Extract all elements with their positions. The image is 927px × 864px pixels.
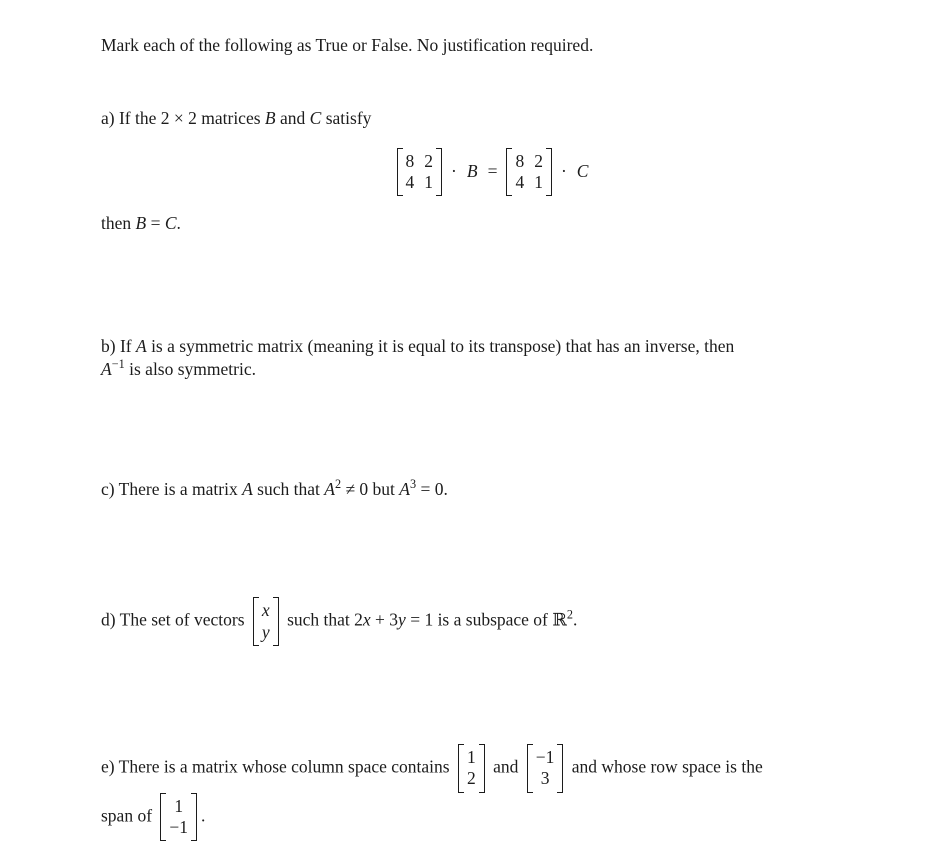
math-var-C: C xyxy=(576,161,589,182)
question-c-text xyxy=(101,478,885,501)
text-run: and xyxy=(488,756,523,777)
math-var-B: B xyxy=(264,107,276,128)
text-run: + 3 xyxy=(370,609,399,630)
math-var-C: C xyxy=(309,107,322,128)
text-run: = 1 is a subspace of xyxy=(405,609,553,630)
text-run: satisfy xyxy=(321,107,372,128)
question-a-equation xyxy=(101,148,885,197)
matrix-coefficient-left xyxy=(397,148,443,197)
matrix-cell: −1 xyxy=(535,746,555,767)
matrix-grid xyxy=(169,796,188,839)
math-var-A: A xyxy=(399,479,410,500)
text-run: and whose row space is the xyxy=(567,756,763,777)
matrix-cell: 1 xyxy=(424,171,434,192)
text-run: b) If xyxy=(101,335,136,356)
math-var-C: C xyxy=(164,213,177,234)
matrix-coefficient-right xyxy=(506,148,552,197)
matrix-cell: 8 xyxy=(515,150,525,171)
matrix-cell: 2 xyxy=(534,150,543,171)
math-var-y: y xyxy=(398,609,406,630)
text-run: span of xyxy=(101,804,157,825)
matrix-cell: 3 xyxy=(540,768,550,789)
vector-1-2 xyxy=(458,744,485,793)
vector-xy xyxy=(253,597,279,646)
math-var-A: A xyxy=(101,358,112,379)
text-run: c) There is a matrix xyxy=(101,479,243,500)
text-run: ≠ 0 but xyxy=(341,479,400,500)
matrix-grid xyxy=(406,151,434,194)
multiplication-dot: · xyxy=(451,161,457,182)
math-var-A: A xyxy=(324,479,335,500)
exponent-superscript: 2 xyxy=(566,607,573,622)
math-var-B: B xyxy=(466,161,478,182)
matrix-cell: 2 xyxy=(466,768,476,789)
text-run: = 0. xyxy=(416,479,448,500)
multiplication-dot: · xyxy=(560,161,567,182)
instructions-text xyxy=(101,34,885,57)
matrix-cell: x xyxy=(261,600,270,621)
matrix-grid xyxy=(262,600,270,643)
inverse-superscript: −1 xyxy=(111,356,125,371)
matrix-cell: 2 xyxy=(424,150,434,171)
real-numbers-symbol: ℝ xyxy=(552,609,567,630)
matrix-grid xyxy=(467,747,476,790)
text-run: such that 2 xyxy=(282,609,363,630)
equals-sign: = xyxy=(487,161,498,182)
math-var-B: B xyxy=(135,213,147,234)
equals-run: = xyxy=(146,213,165,234)
question-d-text xyxy=(101,597,885,646)
vector-neg1-3 xyxy=(527,744,564,793)
question-a-lead xyxy=(101,107,885,130)
matrix-cell: 1 xyxy=(466,746,476,767)
text-run: . xyxy=(201,804,206,825)
matrix-cell: 8 xyxy=(405,150,415,171)
text-run: such that xyxy=(252,479,325,500)
text-run: d) The set of vectors xyxy=(101,609,249,630)
text-run: is also symmetric. xyxy=(124,358,256,379)
matrix-cell: 4 xyxy=(405,171,415,192)
text-run: then xyxy=(101,213,136,234)
question-b-text xyxy=(101,335,891,381)
matrix-grid xyxy=(536,747,555,790)
exponent-superscript: 2 xyxy=(334,477,342,492)
text-run: e) There is a matrix whose column space contains xyxy=(101,756,454,777)
question-a-conclusion xyxy=(101,212,885,235)
math-var-A: A xyxy=(242,479,253,500)
math-var-x: x xyxy=(362,609,371,630)
matrix-cell: −1 xyxy=(169,816,189,837)
text-run: . xyxy=(176,213,181,234)
text-run: . xyxy=(572,609,578,630)
question-e-text xyxy=(101,744,891,841)
instructions-sentence: Mark each of the following as True or False. No justification required. xyxy=(101,35,594,55)
math-var-A: A xyxy=(135,335,147,356)
exponent-superscript: 3 xyxy=(409,477,417,492)
matrix-grid xyxy=(515,151,543,194)
matrix-cell: 1 xyxy=(174,795,184,816)
vector-1-neg1 xyxy=(160,793,197,842)
matrix-cell: 1 xyxy=(534,171,543,192)
text-run: is a symmetric matrix (meaning it is equal to its transpose) that has an inverse, then xyxy=(146,335,735,356)
text-run: and xyxy=(275,107,310,128)
matrix-cell: y xyxy=(261,621,270,642)
text-run: a) If the 2 × 2 matrices xyxy=(101,107,265,128)
matrix-cell: 4 xyxy=(515,171,525,192)
